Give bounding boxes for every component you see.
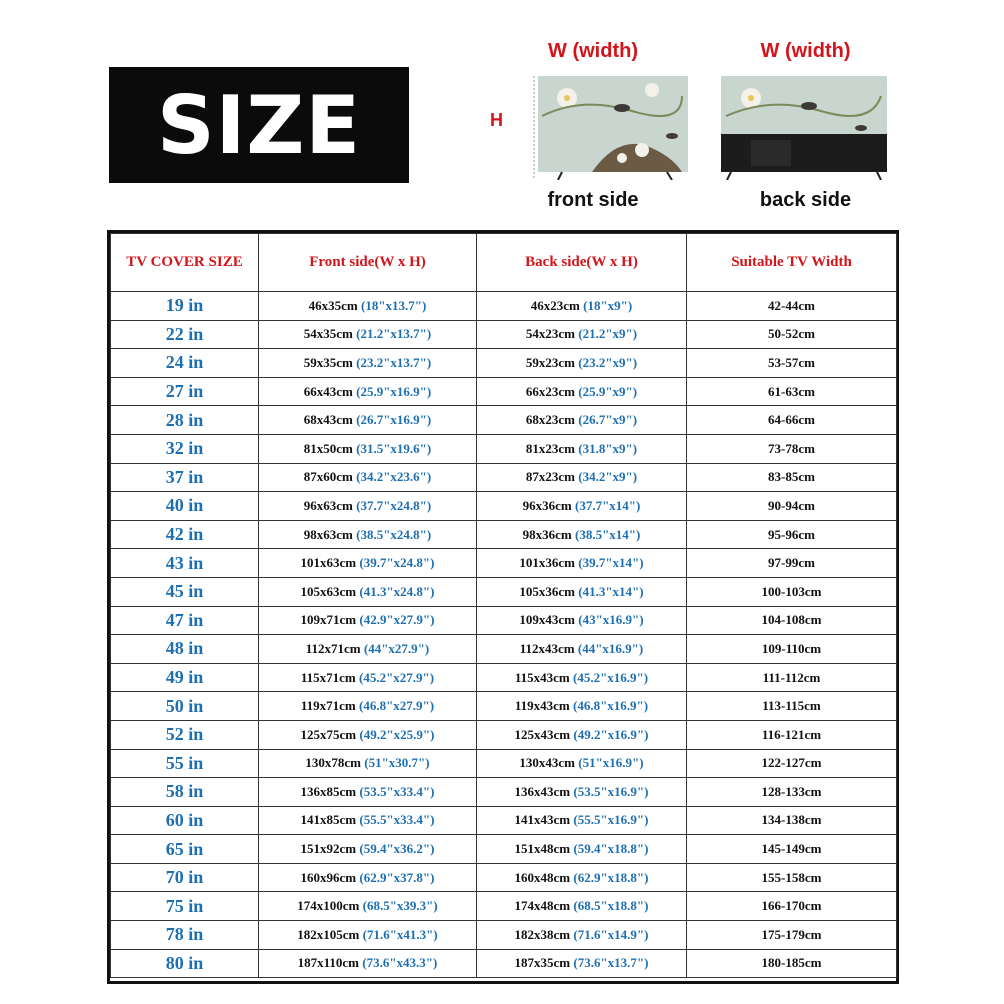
- suitable-tv-width-cell: 109-110cm: [687, 635, 897, 664]
- back-size-cell: [477, 520, 687, 549]
- front-size-cell: [259, 463, 477, 492]
- front-size-cell: [259, 549, 477, 578]
- back-size-cell: [477, 749, 687, 778]
- back-size-cell: [477, 692, 687, 721]
- tv-cover-size-cell: 55 in: [111, 749, 259, 778]
- suitable-tv-width-cell: 42-44cm: [687, 292, 897, 321]
- front-cm: 125x75cm: [300, 726, 360, 742]
- front-size-cell: [259, 606, 477, 635]
- tv-cover-size-cell: 43 in: [111, 549, 259, 578]
- tv-cover-size-cell: 52 in: [111, 720, 259, 749]
- front-inches: (26.7"x16.9"): [356, 412, 432, 428]
- back-cm: 59x23cm: [525, 354, 579, 370]
- suitable-tv-width-cell: 95-96cm: [687, 520, 897, 549]
- back-inches: (68.5"x18.8"): [573, 898, 649, 914]
- front-cm: 81x50cm: [303, 440, 357, 456]
- front-inches: (34.2"x23.6"): [356, 469, 432, 485]
- table-row: [111, 663, 897, 692]
- table-row: [111, 863, 897, 892]
- size-table-frame: [107, 230, 899, 984]
- table-row: [111, 692, 897, 721]
- back-size-cell: [477, 549, 687, 578]
- front-cm: 151x92cm: [300, 841, 360, 857]
- front-cm: 182x105cm: [297, 926, 363, 942]
- front-cm: 87x60cm: [303, 469, 357, 485]
- front-size-cell: [259, 806, 477, 835]
- back-cm: 109x43cm: [519, 612, 579, 628]
- table-row: [111, 434, 897, 463]
- back-cm: 136x43cm: [514, 783, 574, 799]
- back-cm: 130x43cm: [519, 755, 579, 771]
- front-size-cell: [259, 949, 477, 978]
- front-cm: 130x78cm: [305, 755, 365, 771]
- back-cm: 119x43cm: [514, 698, 574, 714]
- tv-cover-size-cell: 48 in: [111, 635, 259, 664]
- suitable-tv-width-cell: 116-121cm: [687, 720, 897, 749]
- back-inches: (41.3"x14"): [578, 583, 644, 599]
- back-inches: (59.4"x18.8"): [573, 841, 649, 857]
- front-inches: (73.6"x43.3"): [362, 955, 438, 971]
- back-inches: (39.7"x14"): [578, 555, 644, 571]
- back-inches: (44"x16.9"): [577, 640, 644, 656]
- front-size-cell: [259, 863, 477, 892]
- back-size-cell: [477, 720, 687, 749]
- back-size-cell: [477, 349, 687, 378]
- front-width-label: W (width): [548, 40, 638, 62]
- suitable-tv-width-cell: 83-85cm: [687, 463, 897, 492]
- back-side-diagram: [713, 38, 898, 211]
- table-row: [111, 806, 897, 835]
- back-inches: (49.2"x16.9"): [573, 726, 649, 742]
- front-cm: 68x43cm: [303, 412, 357, 428]
- front-side-diagram: [488, 38, 698, 211]
- front-size-cell: [259, 692, 477, 721]
- front-cm: 98x63cm: [303, 526, 357, 542]
- suitable-tv-width-cell: 113-115cm: [687, 692, 897, 721]
- front-inches: (55.5"x33.4"): [359, 812, 435, 828]
- back-cm: 87x23cm: [525, 469, 579, 485]
- back-inches: (43"x16.9"): [578, 612, 644, 628]
- table-row: [111, 463, 897, 492]
- suitable-tv-width-cell: 64-66cm: [687, 406, 897, 435]
- table-row: [111, 778, 897, 807]
- front-size-cell: [259, 835, 477, 864]
- back-cm: 115x43cm: [514, 669, 574, 685]
- front-size-cell: [259, 406, 477, 435]
- tv-cover-size-cell: 50 in: [111, 692, 259, 721]
- front-side-caption: front side: [547, 189, 639, 211]
- back-inches: (46.8"x16.9"): [573, 698, 649, 714]
- back-inches: (37.7"x14"): [575, 497, 641, 513]
- header-tv-cover-size: TV COVER SIZE: [111, 234, 259, 292]
- front-inches: (68.5"x39.3"): [362, 898, 438, 914]
- back-cm: 101x36cm: [519, 555, 579, 571]
- back-inches: (45.2"x16.9"): [573, 669, 649, 685]
- front-cm: 187x110cm: [297, 955, 363, 971]
- back-inches: (62.9"x18.8"): [573, 869, 649, 885]
- table-row: [111, 635, 897, 664]
- back-size-cell: [477, 577, 687, 606]
- back-size-cell: [477, 606, 687, 635]
- suitable-tv-width-cell: 53-57cm: [687, 349, 897, 378]
- table-row: [111, 549, 897, 578]
- front-inches: (45.2"x27.9"): [359, 669, 435, 685]
- front-size-cell: [259, 377, 477, 406]
- size-banner: [109, 67, 409, 183]
- suitable-tv-width-cell: 97-99cm: [687, 549, 897, 578]
- front-size-cell: [259, 663, 477, 692]
- front-size-cell: [259, 520, 477, 549]
- back-size-cell: [477, 492, 687, 521]
- back-cm: 174x48cm: [514, 898, 574, 914]
- front-inches: (62.9"x37.8"): [359, 869, 435, 885]
- back-inches: (53.5"x16.9"): [573, 783, 649, 799]
- front-inches: (23.2"x13.7"): [356, 354, 432, 370]
- front-inches: (71.6"x41.3"): [362, 926, 438, 942]
- tv-cover-size-cell: 42 in: [111, 520, 259, 549]
- front-size-cell: [259, 349, 477, 378]
- back-inches: (55.5"x16.9"): [573, 812, 649, 828]
- back-inches: (25.9"x9"): [578, 383, 638, 399]
- tv-cover-size-cell: 60 in: [111, 806, 259, 835]
- back-cm: 151x48cm: [514, 841, 574, 857]
- back-size-cell: [477, 863, 687, 892]
- front-size-cell: [259, 749, 477, 778]
- suitable-tv-width-cell: 73-78cm: [687, 434, 897, 463]
- back-cm: 81x23cm: [525, 440, 579, 456]
- size-table: [110, 233, 897, 978]
- tv-cover-size-cell: 75 in: [111, 892, 259, 921]
- front-inches: (53.5"x33.4"): [359, 783, 435, 799]
- tv-cover-size-cell: 45 in: [111, 577, 259, 606]
- back-inches: (73.6"x13.7"): [573, 955, 649, 971]
- suitable-tv-width-cell: 155-158cm: [687, 863, 897, 892]
- back-size-cell: [477, 434, 687, 463]
- tv-cover-size-cell: 49 in: [111, 663, 259, 692]
- front-inches: (39.7"x24.8"): [359, 555, 435, 571]
- back-size-cell: [477, 663, 687, 692]
- front-cover-image: [522, 76, 688, 180]
- front-inches: (42.9"x27.9"): [359, 612, 435, 628]
- back-cover-image: [721, 76, 887, 180]
- back-size-cell: [477, 635, 687, 664]
- front-cm: 96x63cm: [303, 497, 357, 513]
- back-inches: (71.6"x14.9"): [573, 926, 649, 942]
- header-front-side: Front side(W x H): [259, 234, 477, 292]
- table-row: [111, 720, 897, 749]
- tv-cover-size-cell: 37 in: [111, 463, 259, 492]
- front-inches: (18"x13.7"): [361, 297, 427, 313]
- front-inches: (44"x27.9"): [363, 640, 430, 656]
- front-size-cell: [259, 921, 477, 950]
- suitable-tv-width-cell: 128-133cm: [687, 778, 897, 807]
- back-size-cell: [477, 892, 687, 921]
- suitable-tv-width-cell: 50-52cm: [687, 320, 897, 349]
- front-size-cell: [259, 577, 477, 606]
- tv-cover-size-cell: 65 in: [111, 835, 259, 864]
- tv-cover-size-cell: 40 in: [111, 492, 259, 521]
- front-cm: 109x71cm: [300, 612, 360, 628]
- front-size-cell: [259, 635, 477, 664]
- front-cm: 112x71cm: [305, 640, 364, 656]
- back-inches: (38.5"x14"): [575, 526, 641, 542]
- back-cm: 46x23cm: [530, 297, 584, 313]
- suitable-tv-width-cell: 90-94cm: [687, 492, 897, 521]
- table-row: [111, 377, 897, 406]
- tv-cover-size-cell: 80 in: [111, 949, 259, 978]
- front-height-label: H: [490, 110, 503, 130]
- back-size-cell: [477, 835, 687, 864]
- back-inches: (51"x16.9"): [578, 755, 644, 771]
- front-cm: 105x63cm: [300, 583, 360, 599]
- suitable-tv-width-cell: 100-103cm: [687, 577, 897, 606]
- tv-cover-size-cell: 78 in: [111, 921, 259, 950]
- tv-cover-size-cell: 70 in: [111, 863, 259, 892]
- front-cm: 136x85cm: [300, 783, 360, 799]
- tv-cover-size-cell: 58 in: [111, 778, 259, 807]
- front-cm: 141x85cm: [300, 812, 360, 828]
- back-inches: (31.8"x9"): [578, 440, 638, 456]
- table-row: [111, 835, 897, 864]
- front-cm: 66x43cm: [303, 383, 357, 399]
- front-inches: (59.4"x36.2"): [359, 841, 435, 857]
- back-size-cell: [477, 320, 687, 349]
- back-cm: 182x38cm: [514, 926, 574, 942]
- table-row: [111, 577, 897, 606]
- back-size-cell: [477, 463, 687, 492]
- suitable-tv-width-cell: 111-112cm: [687, 663, 897, 692]
- front-inches: (41.3"x24.8"): [359, 583, 435, 599]
- back-cm: 141x43cm: [514, 812, 574, 828]
- back-cm: 54x23cm: [525, 326, 579, 342]
- front-size-cell: [259, 778, 477, 807]
- back-size-cell: [477, 406, 687, 435]
- suitable-tv-width-cell: 61-63cm: [687, 377, 897, 406]
- front-inches: (37.7"x24.8"): [356, 497, 432, 513]
- front-cm: 59x35cm: [303, 354, 357, 370]
- front-inches: (21.2"x13.7"): [356, 326, 432, 342]
- table-row: [111, 520, 897, 549]
- table-row: [111, 892, 897, 921]
- back-inches: (34.2"x9"): [578, 469, 638, 485]
- back-side-caption: back side: [759, 189, 852, 211]
- size-title: SIZE: [156, 78, 362, 172]
- front-cm: 101x63cm: [300, 555, 360, 571]
- table-row: [111, 921, 897, 950]
- back-size-cell: [477, 377, 687, 406]
- table-row: [111, 320, 897, 349]
- front-size-cell: [259, 492, 477, 521]
- front-size-cell: [259, 720, 477, 749]
- suitable-tv-width-cell: 175-179cm: [687, 921, 897, 950]
- table-row: [111, 606, 897, 635]
- front-inches: (51"x30.7"): [364, 755, 430, 771]
- back-cm: 160x48cm: [514, 869, 574, 885]
- back-cm: 112x43cm: [519, 640, 578, 656]
- front-inches: (49.2"x25.9"): [359, 726, 435, 742]
- tv-cover-size-cell: 19 in: [111, 292, 259, 321]
- back-inches: (26.7"x9"): [578, 412, 638, 428]
- front-inches: (25.9"x16.9"): [356, 383, 432, 399]
- table-row: [111, 492, 897, 521]
- suitable-tv-width-cell: 145-149cm: [687, 835, 897, 864]
- back-size-cell: [477, 949, 687, 978]
- table-row: [111, 749, 897, 778]
- tv-cover-size-cell: 22 in: [111, 320, 259, 349]
- back-cm: 105x36cm: [519, 583, 579, 599]
- back-cm: 187x35cm: [514, 955, 574, 971]
- back-inches: (23.2"x9"): [578, 354, 638, 370]
- front-cm: 54x35cm: [303, 326, 357, 342]
- table-row: [111, 349, 897, 378]
- table-row: [111, 949, 897, 978]
- back-cm: 98x36cm: [522, 526, 575, 542]
- back-size-cell: [477, 806, 687, 835]
- front-cm: 160x96cm: [300, 869, 360, 885]
- tv-cover-size-cell: 24 in: [111, 349, 259, 378]
- back-cm: 125x43cm: [514, 726, 574, 742]
- front-size-cell: [259, 292, 477, 321]
- tv-cover-size-cell: 47 in: [111, 606, 259, 635]
- back-size-cell: [477, 292, 687, 321]
- tv-cover-size-cell: 32 in: [111, 434, 259, 463]
- header-back-side: Back side(W x H): [477, 234, 687, 292]
- back-cm: 68x23cm: [525, 412, 579, 428]
- suitable-tv-width-cell: 180-185cm: [687, 949, 897, 978]
- front-cm: 46x35cm: [308, 297, 361, 313]
- back-inches: (18"x9"): [583, 297, 633, 313]
- back-inches: (21.2"x9"): [578, 326, 638, 342]
- front-cm: 174x100cm: [297, 898, 363, 914]
- front-inches: (31.5"x19.6"): [356, 440, 432, 456]
- front-cm: 119x71cm: [300, 698, 360, 714]
- back-size-cell: [477, 778, 687, 807]
- back-cm: 96x36cm: [522, 497, 575, 513]
- table-header-row: [111, 234, 897, 292]
- table-row: [111, 292, 897, 321]
- front-inches: (46.8"x27.9"): [359, 698, 435, 714]
- suitable-tv-width-cell: 104-108cm: [687, 606, 897, 635]
- front-size-cell: [259, 434, 477, 463]
- front-size-cell: [259, 892, 477, 921]
- tv-cover-size-cell: 28 in: [111, 406, 259, 435]
- back-size-cell: [477, 921, 687, 950]
- front-size-cell: [259, 320, 477, 349]
- table-row: [111, 406, 897, 435]
- suitable-tv-width-cell: 134-138cm: [687, 806, 897, 835]
- tv-cover-size-cell: 27 in: [111, 377, 259, 406]
- suitable-tv-width-cell: 166-170cm: [687, 892, 897, 921]
- front-cm: 115x71cm: [300, 669, 360, 685]
- back-cm: 66x23cm: [525, 383, 579, 399]
- header-suitable-tv-width: Suitable TV Width: [687, 234, 897, 292]
- back-width-label: W (width): [760, 40, 851, 62]
- suitable-tv-width-cell: 122-127cm: [687, 749, 897, 778]
- front-inches: (38.5"x24.8"): [356, 526, 432, 542]
